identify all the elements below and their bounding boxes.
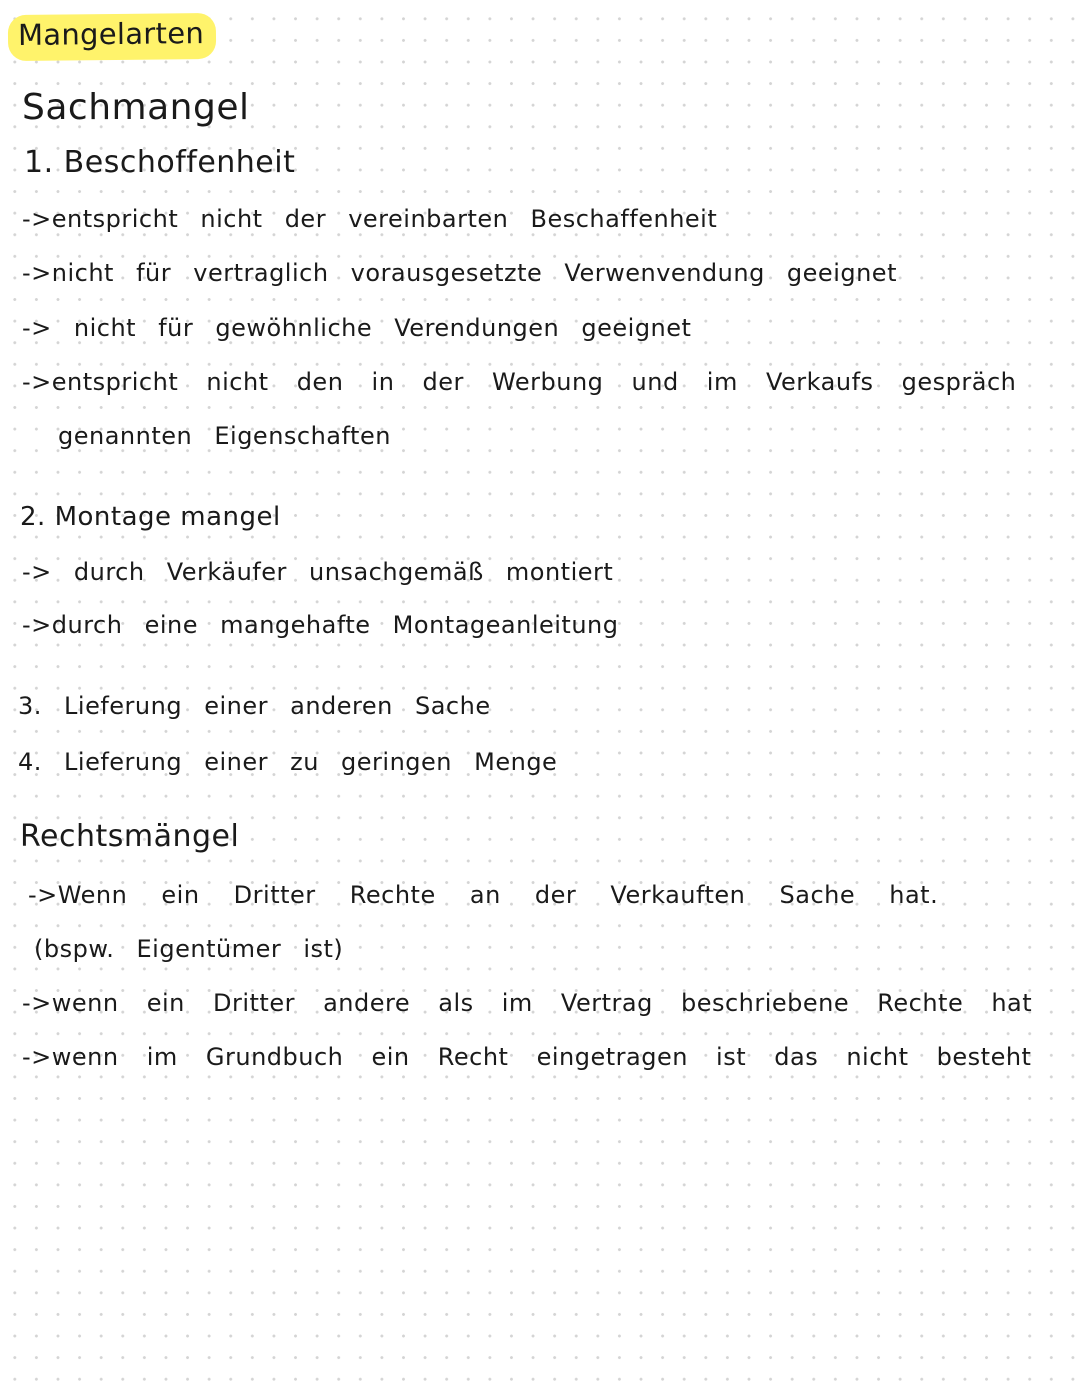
beschaffenheit-item-4: ->entspricht nicht den in der Werbung und im Verkaufs gespräch [22, 368, 1017, 396]
heading-sachmangel: Sachmangel [22, 87, 250, 128]
montagemangel-item-1: -> durch Verkäufer unsachgemäß montiert [22, 558, 614, 586]
lieferung-andere-sache: 3. Lieferung einer anderen Sache [18, 692, 491, 720]
lieferung-geringe-menge: 4. Lieferung einer zu geringen Menge [18, 748, 558, 776]
heading-montagemangel: 2. Montage mangel [20, 502, 281, 532]
beschaffenheit-item-5: genannten Eigenschaften [58, 422, 391, 450]
beschaffenheit-item-2: ->nicht für vertraglich vorausgesetzte Verwenvendung geeignet [22, 259, 897, 287]
beschaffenheit-item-3: -> nicht für gewöhnliche Verendungen geeignet [22, 314, 692, 342]
rechtsmangel-item-2: (bspw. Eigentümer ist) [34, 935, 344, 963]
beschaffenheit-item-1: ->entspricht nicht der vereinbarten Beschaffenheit [22, 205, 718, 233]
rechtsmangel-item-4: ->wenn im Grundbuch ein Recht eingetragen ist das nicht besteht [22, 1043, 1032, 1071]
rechtsmangel-item-3: ->wenn ein Dritter andere als im Vertrag beschriebene Rechte hat [22, 989, 1033, 1017]
title-highlight [8, 13, 217, 61]
montagemangel-item-2: ->durch eine mangehafte Montageanleitung [22, 611, 619, 639]
heading-beschaffenheit: 1. Beschoffenheit [24, 145, 296, 180]
rechtsmangel-item-1: ->Wenn ein Dritter Rechte an der Verkauften Sache hat. [28, 881, 939, 909]
page-title: Mangelarten [17, 16, 205, 52]
heading-rechtsmangel: Rechtsmängel [20, 819, 240, 854]
